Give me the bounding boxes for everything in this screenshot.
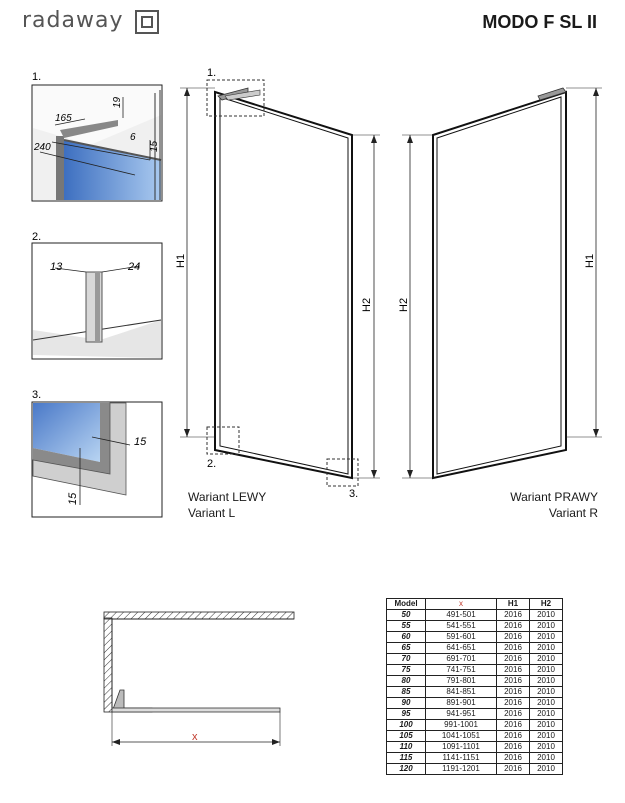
cell-h1: 2016 [497,632,530,643]
cell-h2: 2010 [530,632,563,643]
variant-left-line1: Wariant LEWY [188,490,267,504]
detail-1-dim-165: 165 [55,113,72,124]
cell-h1: 2016 [497,698,530,709]
detail-1-dim-19: 19 [112,96,123,108]
right-h1-label: H1 [584,253,596,268]
cell-x: 1091-1101 [426,742,497,753]
cell-x: 591-601 [426,632,497,643]
cell-model: 115 [387,753,426,764]
right-variant-panel [402,88,602,478]
plan-view [104,612,294,746]
table-header-row [387,599,563,610]
cell-x: 891-901 [426,698,497,709]
cell-h2: 2010 [530,654,563,665]
detail-3-number: 3. [32,389,42,401]
variant-right-line2: Variant R [548,506,598,520]
cell-model: 65 [387,643,426,654]
cell-h1: 2016 [497,731,530,742]
cell-h1: 2016 [497,709,530,720]
cell-x: 691-701 [426,654,497,665]
cell-h1: 2016 [497,764,530,775]
cell-h1: 2016 [497,742,530,753]
detail-3 [32,402,162,517]
cell-h2: 2010 [530,731,563,742]
table-row [387,731,563,742]
detail-1-number: 1. [32,71,42,83]
cell-x: 741-751 [426,665,497,676]
table-row [387,676,563,687]
detail-1-dim-15: 15 [149,140,160,152]
cell-h2: 2010 [530,764,563,775]
detail-2-dim-13: 13 [50,261,63,273]
left-h2-label: H2 [361,297,373,312]
cell-x: 541-551 [426,621,497,632]
header-x: x [426,599,497,610]
cell-h1: 2016 [497,610,530,621]
left-callout-2: 2. [207,458,217,470]
cell-h2: 2010 [530,687,563,698]
cell-h2: 2010 [530,665,563,676]
cell-h2: 2010 [530,676,563,687]
variant-right-caption [510,489,598,521]
product-model-title: MODO F SL II [482,12,597,32]
cell-x: 1141-1151 [426,753,497,764]
cell-h1: 2016 [497,676,530,687]
table-body [387,610,563,775]
cell-x: 841-851 [426,687,497,698]
cell-h1: 2016 [497,621,530,632]
detail-1 [32,85,162,201]
table-row [387,709,563,720]
cell-model: 120 [387,764,426,775]
table-row [387,753,563,764]
cell-h1: 2016 [497,687,530,698]
header-model: Model [387,599,426,610]
brand-logo: radaway [22,8,124,33]
detail-3-dim-15-bottom: 15 [67,492,79,505]
cell-h1: 2016 [497,665,530,676]
left-callout-1: 1. [207,67,217,79]
detail-2-dim-24: 24 [128,261,141,273]
cell-x: 641-651 [426,643,497,654]
detail-3-dim-15-right: 15 [134,436,147,448]
cell-model: 90 [387,698,426,709]
cell-h1: 2016 [497,753,530,764]
header-h1: H1 [497,599,530,610]
detail-1-dim-6: 6 [130,132,136,143]
table-row [387,610,563,621]
table-row [387,698,563,709]
detail-2-number: 2. [32,231,42,243]
table-row [387,621,563,632]
cell-x: 941-951 [426,709,497,720]
cell-x: 991-1001 [426,720,497,731]
cell-x: 491-501 [426,610,497,621]
cell-model: 110 [387,742,426,753]
cell-h2: 2010 [530,610,563,621]
cell-model: 50 [387,610,426,621]
table-row [387,632,563,643]
header-h2: H2 [530,599,563,610]
dimensions-table [386,598,563,775]
cell-h2: 2010 [530,742,563,753]
table-row [387,643,563,654]
cell-model: 55 [387,621,426,632]
variant-right-line1: Wariant PRAWY [510,490,598,504]
variant-left-line2: Variant L [188,506,236,520]
cell-h2: 2010 [530,709,563,720]
cell-h1: 2016 [497,643,530,654]
cell-h1: 2016 [497,654,530,665]
table-row [387,764,563,775]
cell-model: 75 [387,665,426,676]
left-callout-3: 3. [349,488,359,500]
table-row [387,742,563,753]
cell-model: 70 [387,654,426,665]
cell-h2: 2010 [530,753,563,764]
cell-h1: 2016 [497,720,530,731]
cell-x: 1191-1201 [426,764,497,775]
left-variant-panel [180,80,380,486]
cell-model: 105 [387,731,426,742]
cell-x: 791-801 [426,676,497,687]
table-row [387,687,563,698]
cell-model: 100 [387,720,426,731]
left-h1-label: H1 [175,253,187,268]
cell-model: 80 [387,676,426,687]
cell-model: 60 [387,632,426,643]
variant-left-caption [188,489,266,521]
table-row [387,654,563,665]
cell-model: 95 [387,709,426,720]
table-row [387,665,563,676]
right-h2-label: H2 [398,297,410,312]
cell-x: 1041-1051 [426,731,497,742]
table-row [387,720,563,731]
cell-h2: 2010 [530,720,563,731]
detail-1-dim-240: 240 [34,142,51,153]
cell-h2: 2010 [530,698,563,709]
cell-model: 85 [387,687,426,698]
plan-x-label: x [192,731,198,743]
cell-h2: 2010 [530,621,563,632]
cell-h2: 2010 [530,643,563,654]
